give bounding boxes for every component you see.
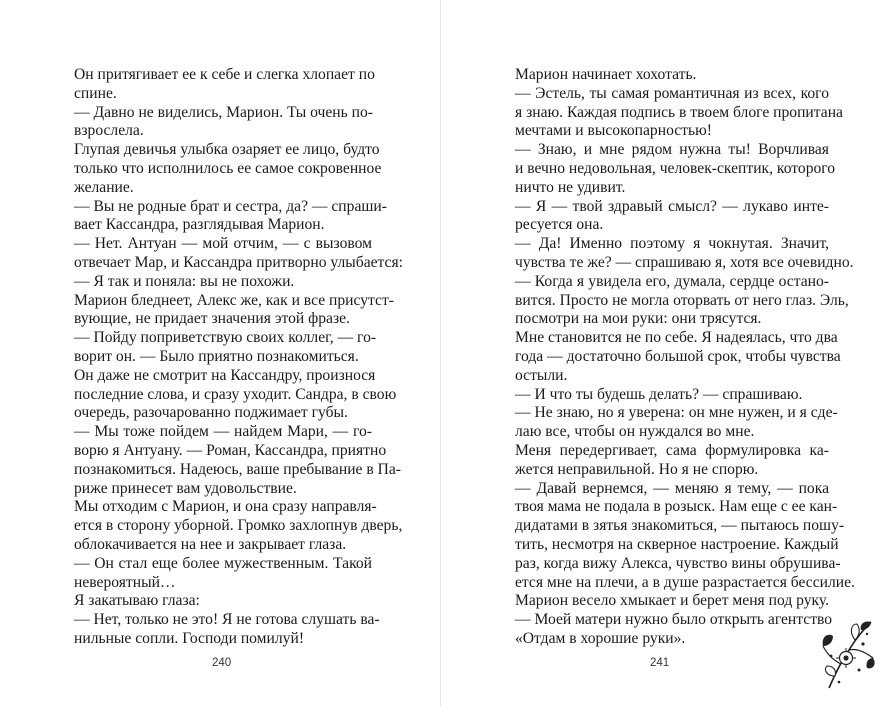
text-line: вится. Просто не могла оторвать от него глаз. Эль, xyxy=(515,291,849,309)
text-line: желание. xyxy=(74,178,134,196)
text-line: — Мы тоже пойдем — найдем Мари, — го- xyxy=(74,423,372,441)
text-line: я знаю. Каждая подпись в твоем блоге пропитана xyxy=(515,103,843,121)
text-line: спине. xyxy=(74,84,117,102)
text-line: «Отдам в хорошие руки». xyxy=(515,629,686,647)
text-line: — Когда я увидела его, думала, сердце остано- xyxy=(515,272,829,290)
text-line: тить, несмотря на скверное настроение. Каждый xyxy=(515,535,839,553)
text-line: мечтами и высокопарностью! xyxy=(515,122,712,140)
text-line: ется в сторону уборной. Громко захлопнув дверь, xyxy=(74,517,403,535)
right-page-text xyxy=(515,66,855,649)
text-line: года — достаточно большой срок, чтобы чувства xyxy=(515,347,841,365)
text-line: жется неправильной. Но я не спорю. xyxy=(515,460,759,478)
text-line: Глупая девичья улыбка озаряет ее лицо, будто xyxy=(74,141,380,159)
text-line: Марион бледнеет, Алекс же, как и все присутст- xyxy=(74,291,394,309)
text-line: отвечает Мар, и Кассандра притворно улыбается: xyxy=(74,253,403,271)
text-line: ется мне на плечи, а в душе разрастается бессилие. xyxy=(515,573,855,591)
text-line: Марион весело хмыкает и берет меня под руку. xyxy=(515,592,830,610)
text-line: Мне становится не по себе. Я надеялась, что два xyxy=(515,329,838,347)
text-line: — Давно не виделись, Марион. Ты очень по- xyxy=(74,103,373,121)
text-line: раз, когда вижу Алекса, чувство вины обрушива- xyxy=(515,554,841,572)
text-line: лаю все, чтобы он нуждался во мне. xyxy=(515,423,755,441)
text-line: ворит он. — Было приятно познакомиться. xyxy=(74,347,359,365)
page-number: 241 xyxy=(650,657,670,669)
text-line: вает Кассандра, разглядывая Марион. xyxy=(74,216,325,234)
text-line: последние слова, и сразу уходит. Сандра, в свою xyxy=(74,385,397,403)
text-line: — Давай вернемся, — меняю я тему, — пока xyxy=(515,479,829,497)
text-line: — Пойду поприветствую своих коллег, — го- xyxy=(74,329,377,347)
text-line: — Нет. Антуан — мой отчим, — с вызовом xyxy=(74,235,372,253)
text-line: и вечно недовольная, человек-скептик, которого xyxy=(515,159,836,177)
text-line: нильные сопли. Господи помилуй! xyxy=(74,629,305,647)
floral-ornament-icon xyxy=(819,618,877,690)
text-line: твоя мама не подала в розыск. Нам еще с ее кан- xyxy=(515,498,838,516)
text-line: — И что ты будешь делать? — спрашиваю. xyxy=(515,385,803,403)
text-line: Он даже не смотрит на Кассандру, произнося xyxy=(74,366,376,384)
text-line: ресуется она. xyxy=(515,216,604,234)
left-page-text xyxy=(74,66,403,649)
text-line: чувства те же? — спрашиваю я, хотя все очевидно. xyxy=(515,253,854,271)
text-line: — Не знаю, но я уверена: он мне нужен, и я сде- xyxy=(515,404,838,422)
text-line: остыли. xyxy=(515,366,568,384)
text-line: Я закатываю глаза: xyxy=(74,592,200,610)
text-line: облокачивается на нее и закрывает глаза. xyxy=(74,535,347,553)
text-line: только что исполнилось ее самое сокровенное xyxy=(74,159,382,177)
text-line: ворю я Антуану. — Роман, Кассандра, приятно xyxy=(74,441,387,459)
text-line: Мы отходим с Марион, и она сразу направля- xyxy=(74,498,377,516)
text-line: — Я — твой здравый смысл? — лукаво инте- xyxy=(515,197,829,215)
text-line: — Эстель, ты самая романтичная из всех, кого xyxy=(515,84,829,102)
text-line: Он притягивает ее к себе и слегка хлопает по xyxy=(74,66,375,83)
text-line: познакомиться. Надеюсь, ваше пребывание в Па- xyxy=(74,460,402,478)
text-line: — Я так и поняла: вы не похожи. xyxy=(74,272,295,290)
text-line: риже принесет вам удовольствие. xyxy=(74,479,297,497)
text-line: ничто не удивит. xyxy=(515,178,626,196)
text-line: Марион начинает хохотать. xyxy=(515,66,697,83)
text-line: вующие, не придает значения этой фразе. xyxy=(74,310,350,328)
text-line: взрослела. xyxy=(74,122,144,140)
text-line: очередь, разочарованно поджимает губы. xyxy=(74,404,348,422)
right-page xyxy=(441,0,882,706)
text-line: — Да! Именно поэтому я чокнутая. Значит, xyxy=(515,235,829,253)
text-line: — Знаю, и мне рядом нужна ты! Ворчливая xyxy=(515,141,829,159)
text-line: — Вы не родные брат и сестра, да? — спраши- xyxy=(74,197,387,215)
text-line: посмотри на мои руки: они трясутся. xyxy=(515,310,762,328)
text-line: — Моей матери нужно было открыть агентство xyxy=(515,611,833,629)
text-line: — Он стал еще более мужественным. Такой xyxy=(74,554,372,572)
page-number: 240 xyxy=(212,657,232,669)
text-line: — Нет, только не это! Я не готова слушать ва- xyxy=(74,611,380,629)
text-line: Меня передергивает, сама формулировка ка- xyxy=(515,441,829,459)
text-line: невероятный… xyxy=(74,573,176,591)
text-line: дидатами в зятья знакомиться, — пытаюсь пошу- xyxy=(515,517,845,535)
